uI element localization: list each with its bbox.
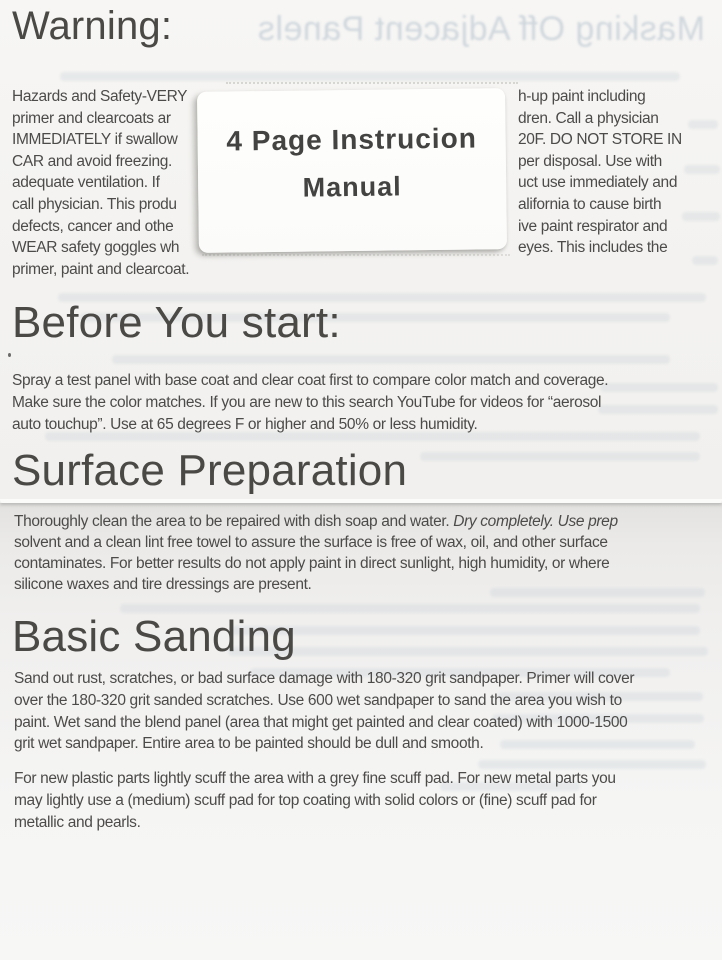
warning-line-left: call physician. This produ	[12, 195, 177, 213]
warning-line-right: eyes. This includes the	[518, 239, 668, 257]
paragraph-line: over the 180-320 grit sanded scratches. Use 600 wet sandpaper to sand the area you wish to	[14, 691, 622, 709]
bleedthrough-line	[600, 383, 718, 392]
surface-preparation-paragraph	[14, 511, 618, 595]
paragraph-line: Spray a test panel with base coat and clear coat first to compare color match and coverage.	[12, 372, 609, 389]
bleedthrough-line	[228, 647, 708, 656]
bleedthrough-line	[420, 452, 700, 461]
warning-line-right: uct use immediately and	[518, 174, 678, 192]
instruction-manual-sticker	[197, 88, 507, 253]
paragraph-line	[14, 511, 618, 532]
warning-heading: Warning:	[12, 4, 173, 48]
warning-line-right: dren. Call a physician	[518, 109, 659, 127]
warning-line-left: Hazards and Safety-VERY	[12, 88, 188, 105]
paragraph-line: contaminates. For better results do not apply paint in direct sunlight, high humidity, or where	[14, 555, 610, 572]
bleedthrough-heading: Masking Off Adjacent Panels	[257, 10, 705, 48]
surface-preparation-heading: Surface Preparation	[12, 446, 408, 495]
label-perforation-bottom	[202, 254, 510, 256]
paragraph-line: For new plastic parts lightly scuff the area with a grey fine scuff pad. For new metal parts you	[14, 770, 616, 787]
warning-line-right: h-up paint including	[518, 88, 646, 105]
warning-line-left: CAR and avoid freezing.	[12, 152, 172, 170]
paragraph-line: solvent and a clean lint free towel to assure the surface is free of wax, oil, and other surface	[14, 534, 608, 551]
basic-sanding-heading: Basic Sanding	[12, 612, 296, 661]
warning-line-right: 20F. DO NOT STORE IN	[518, 131, 682, 149]
basic-sanding-paragraph-2	[14, 768, 616, 833]
paragraph-line-italic: Dry completely. Use prep	[453, 513, 618, 530]
paragraph-line: silicone waxes and tire dressings are present.	[14, 576, 312, 593]
bleedthrough-line	[598, 405, 718, 414]
paragraph-line: may lightly use a (medium) scuff pad for top coating with solid colors or (fine) scuff pad for	[14, 791, 597, 809]
paragraph-line: Sand out rust, scratches, or bad surface damage with 180-320 grit sandpaper. Primer will cover	[14, 670, 635, 687]
warning-line-left: adequate ventilation. If	[12, 174, 160, 192]
bleedthrough-line	[112, 355, 670, 364]
paragraph-line: auto touchup”. Use at 65 degrees F or higher and 50% or less humidity.	[12, 415, 478, 433]
bleedthrough-line	[230, 626, 700, 635]
warning-line-left: IMMEDIATELY if swallow	[12, 131, 178, 149]
paragraph-line: metallic and pearls.	[14, 813, 141, 831]
label-perforation-top	[226, 82, 518, 84]
basic-sanding-paragraph-1	[14, 668, 634, 755]
warning-line-right: alifornia to cause birth	[518, 195, 662, 213]
stray-ink-dot	[8, 353, 11, 357]
before-you-start-paragraph	[12, 370, 608, 435]
warning-line-left: WEAR safety goggles wh	[12, 239, 180, 257]
paragraph-line-regular: Thoroughly clean the area to be repaired with dish soap and water.	[14, 513, 454, 530]
paragraph-line: grit wet sandpaper. Entire area to be painted should be dull and smooth.	[14, 735, 484, 753]
paragraph-line: paint. Wet sand the blend panel (area that might get painted and clear coated) with 1000-1500	[14, 713, 628, 731]
before-you-start-heading: Before You start:	[12, 298, 341, 347]
warning-last-line: primer, paint and clearcoat.	[12, 260, 190, 278]
warning-line-left: primer and clearcoats ar	[12, 109, 171, 127]
warning-line-right: per disposal. Use with	[518, 152, 662, 170]
bleedthrough-line	[60, 72, 680, 81]
warning-line-left: defects, cancer and othe	[12, 217, 174, 235]
sticker-title-line2: Manual	[302, 171, 402, 203]
sticker-title-line1: 4 Page Instrucion	[226, 122, 478, 157]
paragraph-line: Make sure the color matches. If you are new to this search YouTube for videos for “aerosol	[12, 393, 602, 411]
warning-line-right: ive paint respirator and	[518, 217, 668, 235]
